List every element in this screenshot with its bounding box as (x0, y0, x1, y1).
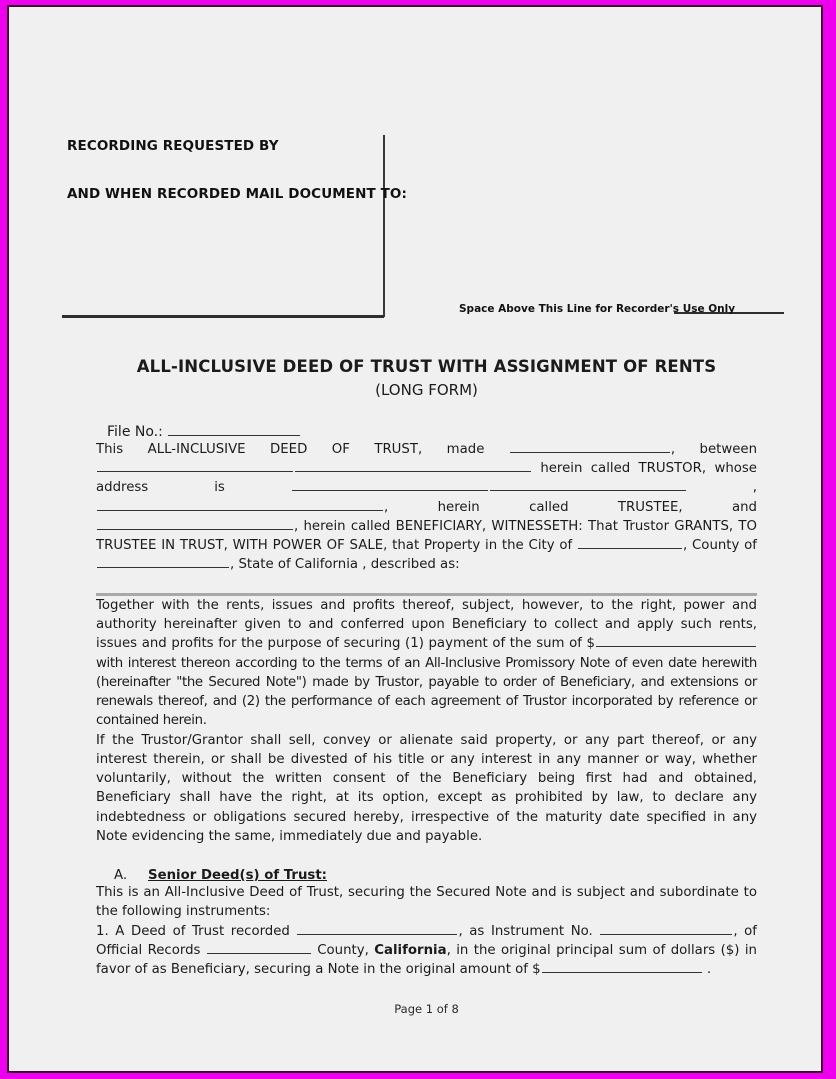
granting-paragraph (96, 440, 757, 575)
granting-text-6: , herein called BENEFICIARY, WITNESSETH: That Trustor GRANTS, TO TRUSTEE IN TRUST, WITH POWER OF SALE, that Property in the City of (96, 518, 757, 554)
section-a-body: This is an All-Inclusive Deed of Trust, securing the Secured Note and is subject and subordinate to the following instruments: (96, 885, 757, 920)
rents-text-2: with interest thereon according to the terms of an All-Inclusive Promissory Note of even date herewith (hereinafter "the Secured Note") made by Trustor, payable to order of Beneficiary, and extensions or renewals thereof, and (2) the performance of each agreement of Trustor incorporated by reference or contained herein. (96, 655, 757, 729)
mail-document-to-label: AND WHEN RECORDED MAIL DOCUMENT TO: (67, 186, 407, 202)
item1-text-3: , of Official Records (96, 923, 757, 958)
trustee-name-blank[interactable] (97, 498, 383, 510)
note-amount-blank[interactable] (542, 961, 702, 973)
document-page (9, 7, 821, 1071)
granting-text-5: , herein called TRUSTEE, and (384, 499, 757, 515)
document-content (96, 357, 757, 1016)
recorded-date-blank[interactable] (297, 922, 457, 934)
section-a-heading (96, 868, 757, 883)
recorder-box (9, 7, 821, 327)
file-no-label: File No.: (107, 423, 168, 440)
section-a-title: Senior Deed(s) of Trust: (148, 868, 328, 884)
city-blank[interactable] (578, 537, 682, 549)
item1-text-2: , as Instrument No. (458, 923, 600, 939)
item1-text-6: . (702, 962, 712, 978)
instrument-no-blank[interactable] (600, 922, 732, 934)
item1-text-1: 1. A Deed of Trust recorded (96, 923, 297, 939)
page-number-footer: Page 1 of 8 (394, 1001, 459, 1016)
file-no-blank[interactable] (168, 423, 300, 436)
page-title: ALL-INCLUSIVE DEED OF TRUST WITH ASSIGNMENT OF RENTS (136, 357, 717, 376)
granting-text-4: , (686, 480, 757, 496)
trustor-address-blank-2[interactable] (490, 479, 686, 491)
section-a-letter: A. (114, 868, 128, 884)
recording-requested-by-label: RECORDING REQUESTED BY (67, 138, 279, 154)
rents-paragraph (96, 596, 757, 731)
state-name: California (374, 942, 447, 958)
granting-text-7: , County of (683, 538, 757, 554)
due-on-sale-paragraph: If the Trustor/Grantor shall sell, convey or alienate said property, or any part thereof, or any interest therein, or shall be divested of his title or any interest in any manner or way, whether voluntarily, without the written consent of the Beneficiary being first had and obtained, Beneficiary shall have the right, at its option, except as prohibited by law, to declare any indebtedness or obligations secured hereby, irrespective of the maturity date specified in any Note evidencing the same, immediately due and payable. (96, 732, 757, 844)
records-county-blank[interactable] (207, 942, 311, 954)
rents-text-1: Together with the rents, issues and profits thereof, subject, however, to the right, power and authority hereinafter given to and conferred upon Beneficiary to collect and apply such rents, issues and profits for the purpose of securing (1) payment of the sum of $ (96, 597, 757, 652)
page-subtitle: (LONG FORM) (375, 381, 478, 399)
between-party-blank[interactable] (97, 460, 293, 472)
recorder-rule-left (62, 315, 384, 318)
item1-text-5: , in the original principal sum of dollars ($) in favor of as Beneficiary, securing a Note in the original amount of $ (96, 942, 757, 978)
senior-instrument-item-1 (96, 922, 757, 980)
recorder-use-note: Space Above This Line for Recorder's Use Only (459, 303, 736, 315)
recorder-vertical-divider (383, 135, 385, 317)
beneficiary-name-blank[interactable] (97, 518, 293, 530)
secured-sum-blank[interactable] (596, 635, 756, 647)
granting-text-1: This ALL-INCLUSIVE DEED OF TRUST, made (96, 441, 509, 457)
trustor-name-blank[interactable] (295, 460, 531, 472)
file-no-row (107, 423, 757, 440)
granting-text-2: , between (670, 441, 758, 457)
county-blank[interactable] (97, 556, 229, 568)
made-date-blank[interactable] (510, 441, 670, 453)
item1-text-4: County, (311, 942, 375, 958)
trustor-address-blank[interactable] (292, 479, 488, 491)
granting-text-3: herein called TRUSTOR, whose address is (96, 461, 757, 496)
granting-text-8: , State of California , described as: (230, 557, 460, 573)
